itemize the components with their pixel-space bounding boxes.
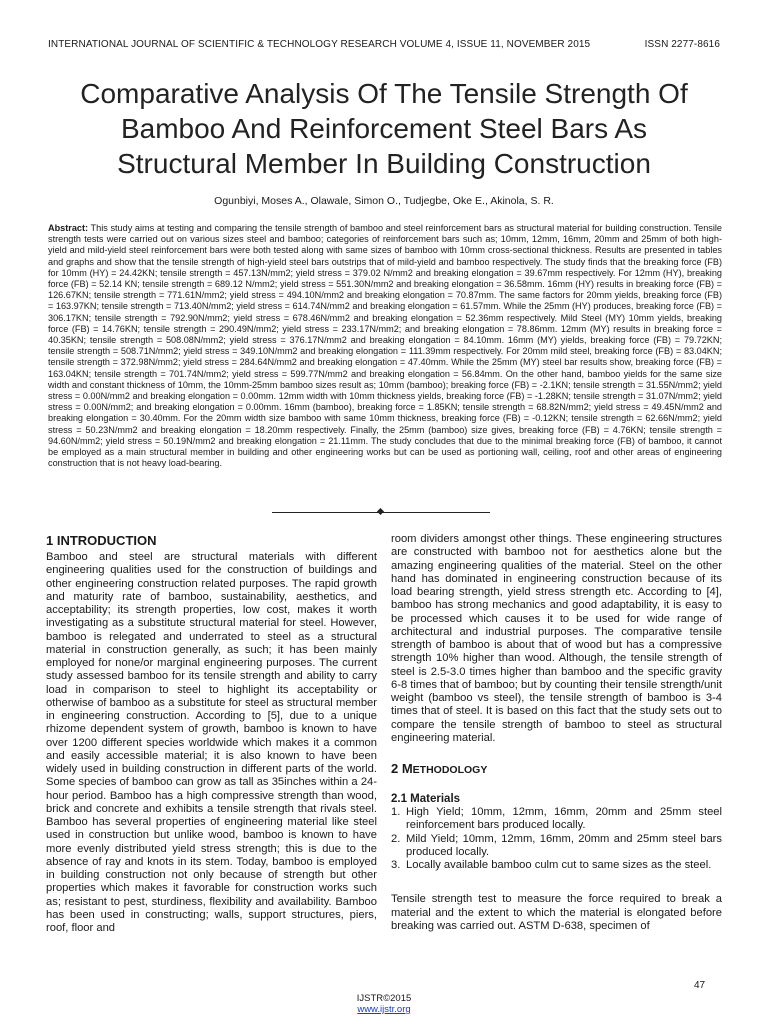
diamond-icon — [377, 508, 384, 515]
list-item: 1. High Yield; 10mm, 12mm, 16mm, 20mm and 25mm steel reinforcement bars produced locally. — [391, 806, 722, 832]
abstract — [48, 223, 722, 469]
materials-list — [391, 806, 722, 872]
methodology-heading — [391, 761, 722, 778]
abstract-label: Abstract: — [48, 223, 89, 233]
intro-paragraph: Bamboo and steel are structural materials with different engineering qualities used for the construction of buildings and other engineering construction related purposes. The rapid growth and maturity rate of bamboo, sustainability, aesthetics, and acceptability; its strength properties, low cost, makes it worth investigating as a substitute structural material for steel. However, bamboo is relegated and underrated to steel as a structural material in construction generally, as such; it has been mainly employed for none/or marginal engineering purposes. The current study assessed bamboo for its tensile strength and ability to carry load in comparison to steel to highlight its acceptability or otherwise of bamboo as a substitute for steel as structural member in engineering construction. According to [5], due to a unique rhizome dependent system of growth, bamboo is known to have over 1200 different species worldwide which makes it a common and easily accessible material; it is also known to have been widely used in building construction in different parts of the world. Some species of bamboo can grow as tall as 35inches within a 24-hour period. Bamboo has a high compressive strength than wood, brick and concrete and exhibits a tensile strength that rivals steel. Bamboo has several properties of engineering material like steel used in construction but unlike wood, bamboo is known to have more evenly distributed yield stress strength; this is due to the absence of ray and knots in its stem. Today, bamboo is employed in building construction not only because of strength but other properties which makes it favorable for construction works such as; resistant to pest, sturdiness, flexibility and availability. Bamboo has been used in constructing; walls, support structures, piers, roof, floor and — [46, 551, 377, 934]
methodology-heading-num: 2 M — [391, 761, 413, 776]
footer — [0, 993, 768, 1015]
paper-title — [20, 76, 748, 181]
materials-subheading: 2.1 Materials — [391, 793, 461, 805]
authors: Ogunbiyi, Moses A., Olawale, Simon O., Tudjegbe, Oke E., Akinola, S. R. — [214, 195, 554, 207]
list-item: 3. Locally available bamboo culm cut to same sizes as the steel. — [391, 859, 712, 871]
methodology-paragraph: Tensile strength test to measure the force required to break a material and the extent to which the material is elongated before breaking was carried out. ASTM D-638, specimen of — [391, 893, 722, 932]
title-line: Comparative Analysis Of The Tensile Strength Of — [80, 78, 688, 109]
journal-name: INTERNATIONAL JOURNAL OF SCIENTIFIC & TECHNOLOGY RESEARCH VOLUME 4, ISSUE 11, NOVEMBER 2015 — [48, 39, 591, 50]
footer-link[interactable]: www.ijstr.org — [357, 1004, 411, 1015]
list-item: 2. Mild Yield; 10mm, 12mm, 16mm, 20mm and 25mm steel bars produced locally. — [391, 832, 722, 858]
page-number: 47 — [694, 980, 706, 991]
abstract-text: This study aims at testing and comparing the tensile strength of bamboo and steel reinforcement bars as structural material for building construction. Tensile strength tests were carried out on various sizes steel and bamboo; categories of reinforcement bars such as; 10mm, 12mm, 16mm, 20mm and 25mm of both high-yield and mild-yield steel reinforcement bars were both tested along with same sizes of bamboo with 10mm cross-sectional thickness. Results are presented in tables and graphs and show that the tensile strength of high-yield steel bars outstrips that of mild-yield and bamboo respectively. The study finds that the breaking force (FB) for 10mm (HY) = 24.42KN; tensile strength = 457.13N/mm2; yield stress = 379.02 N/mm2 and breaking elongation = 39.67mm respectively. For 12mm (HY), breaking force (FB) = 52.14 KN; tensile strength = 689.12 N/mm2; yield stress = 551.30N/mm2 and breaking elongation = 36.58mm. 16mm (HY) results in breaking force (FB) = 126.67KN; tensile strength = 771.61N/mm2; yield stress = 494.10N/mm2 and breaking elongation = 70.87mm. The same factors for 20mm yields, breaking force (FB) = 163.97KN; tensile strength = 713.40N/mm2; yield stress = 614.74N/mm2 and breaking elongation = 61.57mm. While the 25mm (HY) produces, breaking force (FB) = 306.17KN; tensile strength = 792.90N/mm2; yield stress = 678.46N/mm2 and breaking elongation = 52.36mm respectively. Mild Steel (MY) 10mm yields, breaking force (FB) = 14.76KN; tensile strength = 290.49N/mm2; yield stress = 233.17N/mm2; and breaking elongation = 78.86mm. 12mm (MY) results in breaking force = 40.35KN; tensile strength = 508.08N/mm2; yield stress = 376.17N/mm2 and breaking elongation = 84.10mm. 16mm (MY) yields, breaking force (FB) = 79.72KN; tensile strength = 508.71N/mm2; yield stress = 349.10N/mm2 and breaking elongation = 111.39mm respectively. For 20mm mild steel, breaking force (FB) = 83.04KN; tensile strength = 372.98N/mm2; yield stress = 284.64N/mm2 and breaking elongation = 47.40mm. While the 25mm (MY) steel bar results show, breaking force (FB) = 163.04KN; tensile strength = 701.74N/mm2; yield stress = 599.77N/mm2 and breaking elongation = 56.84mm. On the other hand, bamboo yields for the same size width and constant thickness of 10mm, the 10mm-25mm bamboo sizes result as; 10mm (bamboo); breaking force (FB) = -2.1KN; tensile strength = 31.55N/mm2; yield stress = 0.00N/mm2 and breaking elongation = 0.00mm. 12mm width with 10mm thickness yields, breaking force (FB) = -1.28KN; tensile strength = 31.07N/mm2; yield stress = 0.00N/mm2; and breaking elongation = 0.00mm. 16mm (bamboo), breaking force = 1.85KN; tensile strength = 68.82N/mm2; yield stress = 49.45N/mm2 and breaking elongation = 30.40mm. For the 20mm width size bamboo with same 10mm thickness, breaking force (FB) = -0.12KN; tensile strength = 62.66N/mm2; yield stress = 50.23N/mm2 and breaking elongation = 18.20mm respectively. Finally, the 25mm (bamboo) size gives, breaking force (FB) = 4.76KN; tensile strength = 94.60N/mm2; yield stress = 50.19N/mm2 and breaking elongation = 21.11mm. The study concludes that due to the minimal breaking force (FB) of bamboo, it cannot be employed as a main structural member in building and other engineering works but can be used as portioning wall, ceiling, roof and other areas of engineering construction that is not heavy load-bearing. — [48, 223, 722, 469]
methodology-heading-rest: ETHODOLOGY — [412, 764, 488, 776]
title-line: Bamboo And Reinforcement Steel Bars As — [120, 113, 648, 144]
left-column — [46, 533, 377, 935]
intro-paragraph-continued: room dividers amongst other things. These engineering structures are constructed with bamboo not for aesthetics alone but the amazing engineering qualities of the material. Steel on the other hand has dominated in engineering construction because of its load bearing strength, yield stress strength etc. According to [4], bamboo has strong mechanics and good adaptability, it is easy to be processed which causes it to be used for wide range of architectural and industrial purposes. The comparative tensile strength of bamboo is about that of wood but has a compressive strength 10% higher than wood. Although, the tensile strength of steel is 2.5-3.0 times higher than bamboo and the specific gravity 6-8 times that of bamboo; but by counting their tensile strength/unit weight (bamboo vs steel), the tensile strength of bamboo is 3-4 times that of steel. It is based on this fact that the study sets out to compare the tensile strength of bamboo to steel as structural engineering material. — [391, 533, 722, 744]
footer-copyright: IJSTR©2015 — [356, 993, 412, 1004]
section-separator — [272, 512, 490, 513]
intro-heading: 1 INTRODUCTION — [46, 533, 157, 548]
right-column — [391, 533, 722, 933]
title-line: Structural Member In Building Construction — [117, 148, 651, 179]
issn: ISSN 2277-8616 — [644, 39, 720, 50]
